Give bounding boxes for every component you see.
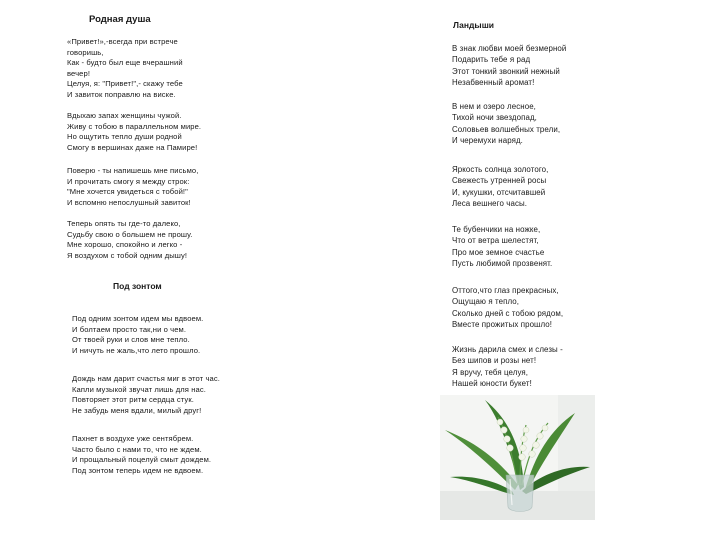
- poem-line: И болтаем просто так,ни о чем.: [72, 324, 187, 334]
- poem-line: Повторяет этот ритм сердца стук.: [72, 395, 194, 405]
- poem-line: Незабвенный аромат!: [452, 78, 535, 88]
- poem-line: «Привет!»,-всегда при встрече: [67, 37, 178, 46]
- lily-of-the-valley-bouquet-icon: [440, 395, 595, 520]
- poem-line: И завиток поправлю на виске.: [67, 89, 176, 99]
- poem-line: говоришь,: [67, 47, 104, 57]
- poem-line: Оттого,что глаз прекрасных,: [452, 286, 559, 295]
- poem-line: Свежесть утренней росы: [452, 176, 547, 186]
- poem-line: Капли музыкой звучат лишь для нас.: [72, 384, 206, 394]
- poem-line: Часто было с нами то, что не ждем.: [72, 444, 202, 454]
- poem-line: вечер!: [67, 68, 91, 78]
- poem-line: В знак любви моей безмерной: [452, 44, 567, 53]
- poem-stanza: [452, 285, 563, 331]
- poem-line: Поверю - ты напишешь мне письмо,: [67, 166, 199, 175]
- poem-line: Те бубенчики на ножке,: [452, 225, 541, 234]
- poem-stanza: [67, 37, 183, 101]
- poem-stanza: [72, 314, 203, 356]
- poem-line: Нашей юности букет!: [452, 379, 532, 389]
- poem-line: "Мне хочется увидеться с тобой!": [67, 187, 188, 197]
- poem-line: Вдыхаю запах женщины чужой.: [67, 111, 182, 120]
- poem-line: Мне хорошо, спокойно и легко -: [67, 240, 183, 250]
- poem-line: Как - будто был еще вчерашний: [67, 58, 183, 68]
- poem-title-pod-zontom: Под зонтом: [113, 281, 162, 291]
- poem-stanza: [67, 219, 192, 261]
- poem-line: И вспомню непослушный завиток!: [67, 197, 191, 207]
- poem-stanza: [452, 101, 560, 147]
- poem-stanza: [452, 344, 563, 390]
- poem-title-landyshi: Ландыши: [453, 20, 495, 30]
- poem-line: Я вручу, тебя целуя,: [452, 367, 529, 377]
- poem-line: Не забудь меня вдали, милый друг!: [72, 405, 202, 415]
- poem-line: От твоей руки и слов мне тепло.: [72, 335, 190, 345]
- poem-line: Смогу в вершинах даже на Памире!: [67, 142, 198, 152]
- poem-stanza: [67, 111, 201, 153]
- poem-line: Жизнь дарила смех и слезы -: [452, 345, 563, 354]
- poem-line: Пахнет в воздухе уже сентябрем.: [72, 434, 194, 443]
- poem-line: Судьбу свою о большем не прошу.: [67, 229, 193, 239]
- poem-line: Пусть любимой прозвенят.: [452, 259, 553, 269]
- poem-line: Этот тонкий звонкий нежный: [452, 66, 560, 76]
- poem-line: Про мое земное счастье: [452, 247, 545, 257]
- poem-line: Что от ветра шелестят,: [452, 236, 539, 246]
- poem-stanza: [452, 43, 566, 89]
- poem-line: Сколько дней с тобою рядом,: [452, 308, 564, 318]
- poem-line: И прощальный поцелуй смыт дождем.: [72, 455, 212, 465]
- poem-stanza: [67, 166, 198, 208]
- poem-stanza: [72, 374, 220, 416]
- poem-line: Под зонтом теперь идем не вдвоем.: [72, 465, 204, 475]
- poem-line: Под одним зонтом идем мы вдвоем.: [72, 314, 204, 323]
- poem-line: Я воздухом с тобой одним дышу!: [67, 250, 188, 260]
- poem-line: И черемухи наряд.: [452, 136, 523, 146]
- poem-stanza: [452, 224, 552, 270]
- poem-line: Ощущаю я тепло,: [452, 297, 520, 307]
- poem-line: Леса вешнего часы.: [452, 199, 528, 209]
- poem-line: Дождь нам дарит счастья миг в этот час.: [72, 374, 220, 383]
- poem-line: Но ощутить тепло души родной: [67, 132, 182, 142]
- poem-line: Соловьев волшебных трели,: [452, 124, 561, 134]
- poem-line: Целуя, я: "Привет!",- скажу тебе: [67, 79, 183, 89]
- poem-line: В нем и озеро лесное,: [452, 102, 536, 111]
- poem-line: И, кукушки, отсчитавшей: [452, 187, 546, 197]
- poem-line: Тихой ночи звездопад,: [452, 113, 537, 123]
- poem-line: И прочитать смогу я между строк:: [67, 176, 190, 186]
- poem-stanza: [452, 164, 548, 210]
- poem-title-rodnaya-dusha: Родная душа: [89, 14, 151, 25]
- poem-line: Подарить тебе я рад: [452, 55, 531, 65]
- poem-line: Теперь опять ты где-то далеко,: [67, 219, 181, 228]
- poem-line: Без шипов и розы нет!: [452, 356, 537, 366]
- poem-stanza: [72, 434, 211, 476]
- poem-line: Вместе прожитых прошло!: [452, 320, 553, 330]
- poem-line: И ничуть не жаль,что лето прошло.: [72, 345, 201, 355]
- poem-line: Живу с тобою в параллельном мире.: [67, 121, 202, 131]
- poem-line: Яркость солнца золотого,: [452, 165, 549, 174]
